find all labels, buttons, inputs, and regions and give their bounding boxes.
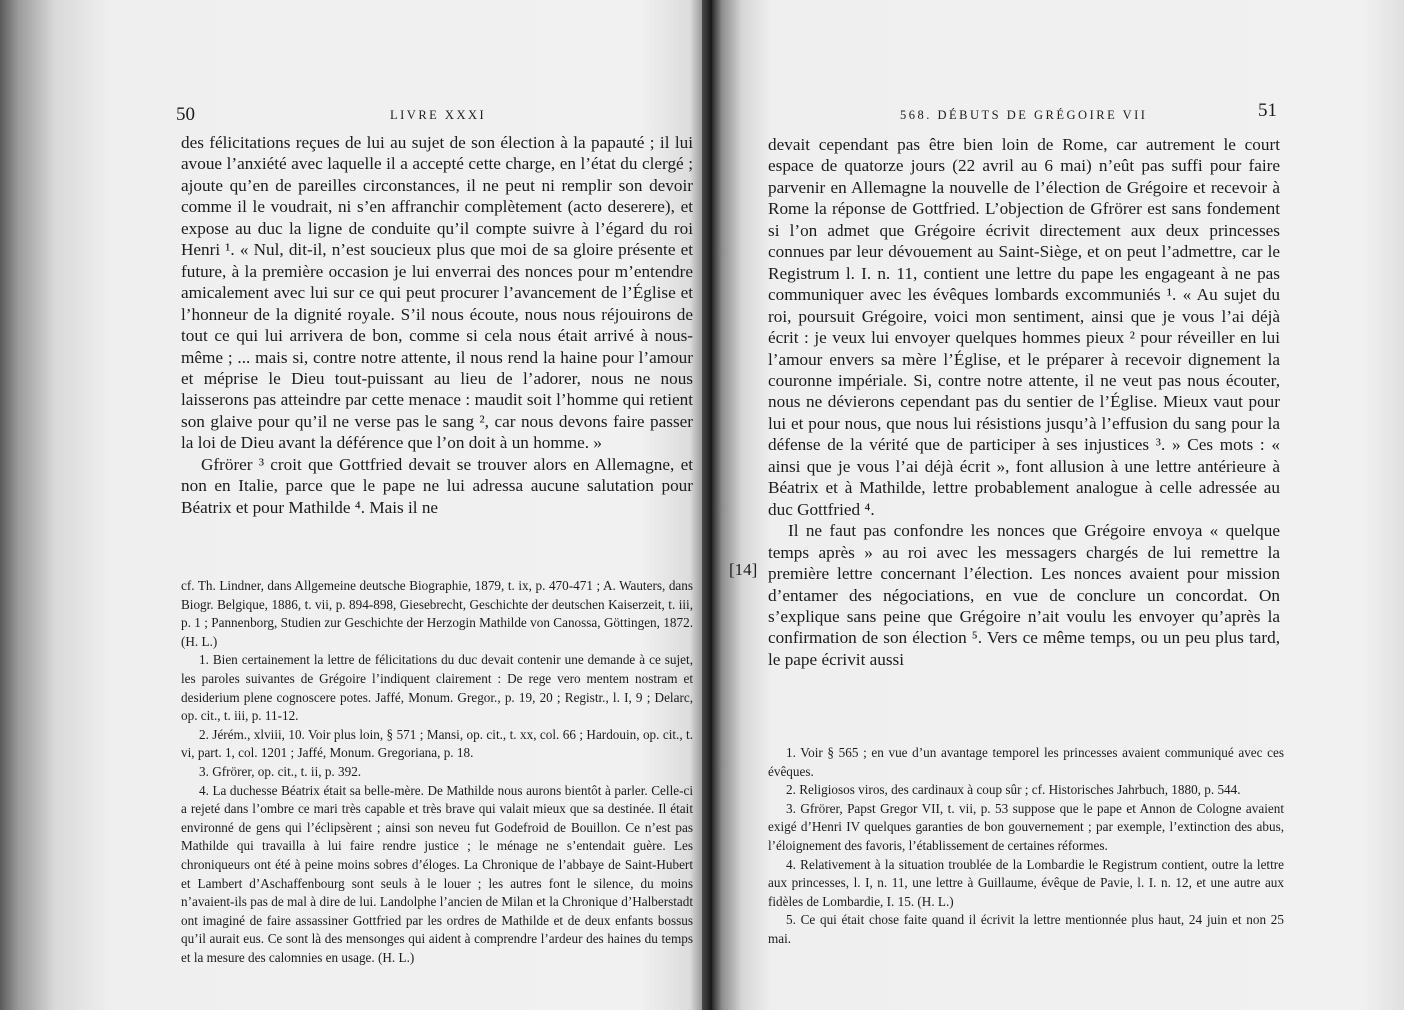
right-footnotes bbox=[768, 744, 1284, 949]
right-paragraph-2: Il ne faut pas confondre les nonces que Grégoire envoya « quelque temps après » au roi avec les messagers chargés de lui remettre la première lettre concernant l’élection. Les nonces avaient pour mission d’entamer des négociations, en vue de conclure un concordat. On s’explique sans peine que Grégoire n’ait voulu les envoyer qu’après la confirmation de son élection ⁵. Vers ce même temps, ou un peu plus tard, le pape écrivit aussi bbox=[768, 521, 1280, 669]
right-paragraph-1: devait cependant pas être bien loin de Rome, car autrement le court espace de quatorze jours (22 avril au 6 mai) n’eût pas suffi pour faire parvenir en Allemagne la nouvelle de l’élection de Grégoire et recevoir à Rome la réponse de Gottfried. L’objection de Gfrörer est sans fondement si l’on admet que Grégoire écrivit directement aux deux princesses connues par leur dévouement au Saint-Siège, et on peut l’admettre, car le Registrum l. I. n. 11, contient une lettre du pape les engageant à ne pas communiquer avec les évêques lombards excommuniés ¹. « Au sujet du roi, poursuit Grégoire, voici mon sentiment, ainsi que je vous l’ai déjà écrit : je veux lui envoyer quelques hommes pieux ² pour réveiller en lui l’amour envers sa mère l’Église, et le préparer à recevoir dignement la couronne impériale. Si, contre notre attente, il ne veut pas nous écouter, nous ne dévierons cependant pas du sentier de l’Église. Mieux vaut pour lui et pour nous, que nous lui résistions jusqu’à l’effusion du sang pour la défense de la vérité que de participer à ses injustices ³. » Ces mots : « ainsi que je vous l’ai déjà écrit », font allusion à une lettre antérieure à Béatrix et à Mathilde, lettre probablement analogue à celle adressée au duc Gottfried ⁴. bbox=[768, 135, 1280, 519]
left-paragraph-1: des félicitations reçues de lui au sujet de son élection à la papauté ; il lui avoue l’anxiété avec laquelle il a accepté cette charge, en l’état du clergé ; ajoute qu’en de pareilles circonstances, il ne peut ni remplir son devoir comme il le voudrait, ni s’en affranchir complètement (acto deserere), et expose au duc la ligne de conduite qu’il compte suivre à l’égard du roi Henri ¹. « Nul, dit-il, n’est soucieux plus que moi de sa gloire présente et future, à la première occasion je lui enverrai des nonces pour m’entendre amicalement avec lui sur ce qui peut procurer l’avancement de l’Église et l’honneur de la dignité royale. S’il nous écoute, nous nous réjouirons de tout ce qui lui arrivera de bon, comme si cela nous était arrivé à nous-même ; ... mais si, contre notre attente, il nous rend la haine pour l’amour et méprise le Dieu tout-puissant au lieu de l’adorer, nous ne nous laisserons pas atteindre par cette menace : maudit soit l’homme qui retient son glaive pour qu’il ne verse pas le sang ², car nous devons faire passer la loi de Dieu avant la déférence que l’on doit à un homme. » bbox=[181, 133, 693, 453]
footnote-4: 4. La duchesse Béatrix était sa belle-mère. De Mathilde nous aurons bientôt à parler. Celle-ci a rejeté dans l’ombre ce mari très capable et très brave qui valait mieux que sa destinée. Il était environné de gens qui l’éclipsèrent ; ainsi son neveu fut Godefroid de Bouillon. Ce n’est pas Mathilde qui travailla à lui faire rendre justice ; le ménage ne s’entendait guère. Les chroniqueurs ont été à peine moins sobres d’éloges. La Chronique de l’abbaye de Saint-Hubert et Lambert d’Aschaffenbourg sont seuls à le louer ; les autres font le silence, du moins n’avaient-ils pas de mal à dire de lui. Landolphe l’ancien de Milan et la Chronique d’Halberstadt ont imaginé de faire assassiner Gottfried par les ordres de Mathilde et de deux enfants bossus qu’il aurait eus. Ce sont là des mensonges qui aident à comprendre l’ardeur des haines du temps et la mesure des calomnies en usage. (H. L.) bbox=[181, 782, 693, 965]
footnote-4: 4. Relativement à la situation troublée de la Lombardie le Registrum contient, outre la lettre aux princesses, l. I, n. 11, une lettre à Guillaume, évêque de Pavie, l. I. n. 12, et une autre aux fidèles de Lombardie, I. 15. (H. L.) bbox=[768, 856, 1284, 909]
footnote-2: 2. Jérém., xlviii, 10. Voir plus loin, § 571 ; Mansi, op. cit., t. xx, col. 66 ; Hardouin, op. cit., t. vi, part. 1, col. 1201 ; Jaffé, Monum. Gregoriana, p. 18. bbox=[181, 726, 693, 761]
right-page-number: 51 bbox=[1258, 100, 1277, 121]
footnote-1: 1. Voir § 565 ; en vue d’un avantage temporel les princesses avaient communiqué avec ces évêques. bbox=[768, 745, 1284, 779]
footnote-1: 1. Bien certainement la lettre de félicitations du duc devait contenir une demande à ce sujet, les paroles suivantes de Grégoire l’indiquent clairement : De rege vero mentem nostram et desiderium plene cognoscere potes. Jaffé, Monum. Gregor., p. 19, 20 ; Registr., l. I, 9 ; Delarc, op. cit., t. iii, p. 11-12. bbox=[181, 652, 693, 724]
footnote-3: 3. Gfrörer, Papst Gregor VII, t. vii, p. 53 suppose que le pape et Annon de Cologne avaient exigé d’Henri IV quelques garanties de bon gouvernement ; par exemple, l’extinction des abus, l’éloignement des favoris, l’établissement de certaines réformes. bbox=[768, 800, 1284, 853]
margin-page-reference: [14] bbox=[729, 560, 758, 579]
left-paragraph-2: Gfrörer ³ croit que Gottfried devait se trouver alors en Allemagne, et non en Italie, parce que le pape ne lui adressa aucune salutation pour Béatrix et pour Mathilde ⁴. Mais il ne bbox=[181, 454, 693, 517]
footnote-continuation: cf. Th. Lindner, dans Allgemeine deutsche Biographie, 1879, t. ix, p. 470-471 ; A. Wauters, dans Biogr. Belgique, 1886, t. vii, p. 894-898, Giesebrecht, Geschichte der deutschen Kaiserzeit, t. iii, p. 1 ; Pannenborg, Studien zur Geschichte der Herzogin Mathilde von Canossa, Göttingen, 1872. (H. L.) bbox=[181, 578, 693, 649]
left-body-text bbox=[181, 132, 693, 518]
right-running-head: 568. DÉBUTS DE GRÉGOIRE VII bbox=[900, 108, 1148, 122]
right-page bbox=[712, 0, 1404, 1010]
left-page-number: 50 bbox=[176, 104, 195, 125]
left-running-head: LIVRE XXXI bbox=[390, 108, 487, 122]
footnote-3: 3. Gfrörer, op. cit., t. ii, p. 392. bbox=[199, 763, 362, 779]
footnote-2: 2. Religiosos viros, des cardinaux à coup sûr ; cf. Historisches Jahrbuch, 1880, p. 544. bbox=[786, 782, 1241, 798]
right-body-text bbox=[768, 134, 1280, 670]
left-footnotes bbox=[181, 577, 693, 967]
footnote-5: 5. Ce qui était chose faite quand il écrivit la lettre mentionnée plus haut, 24 juin et non 25 mai. bbox=[768, 912, 1284, 946]
